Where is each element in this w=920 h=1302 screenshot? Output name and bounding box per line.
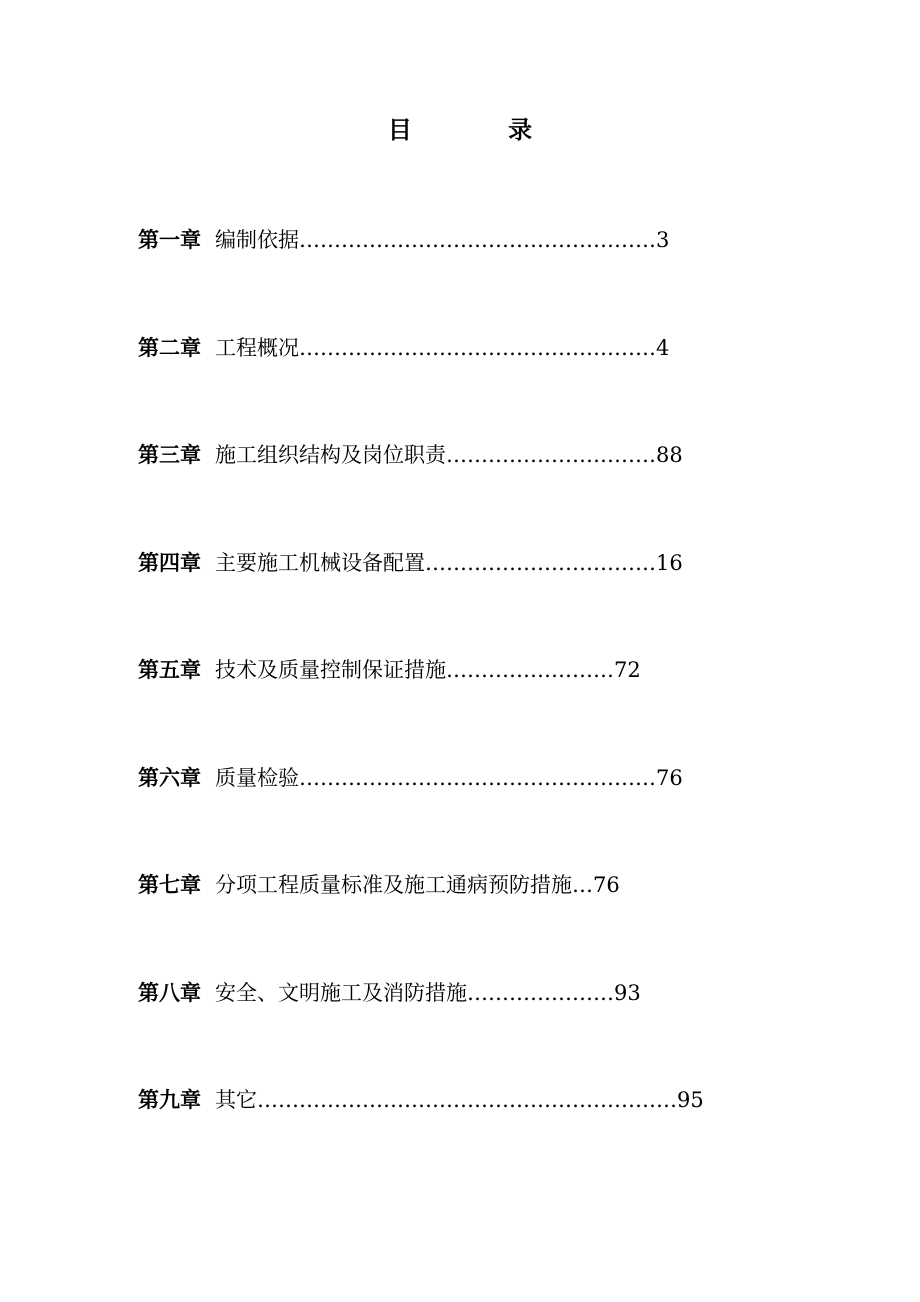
toc-page-number: 16 <box>656 550 683 575</box>
toc-dot-leader: ………………… <box>467 980 614 1005</box>
toc-dot-leader: …………………………………………… <box>299 765 656 790</box>
toc-chapter-number: 第二章 <box>138 334 201 360</box>
toc-chapter-title: 编制依据 <box>215 228 299 252</box>
toc-dot-leader: … <box>572 873 593 897</box>
toc-chapter-number: 第七章 <box>138 872 201 897</box>
toc-entry <box>138 330 838 438</box>
toc-page-number: 76 <box>593 873 620 897</box>
toc-chapter-title: 质量检验 <box>215 765 299 790</box>
toc-entry <box>138 437 838 545</box>
toc-page-number: 4 <box>656 335 670 360</box>
toc-dot-leader: …………………………………………… <box>299 228 656 252</box>
toc-chapter-number: 第四章 <box>138 549 201 575</box>
toc-entry <box>138 867 838 975</box>
toc-chapter-title: 技术及质量控制保证措施 <box>215 658 446 682</box>
toc-chapter-number: 第九章 <box>138 1087 201 1112</box>
toc-dot-leader: …………………… <box>446 658 614 682</box>
toc-chapter-title: 主要施工机械设备配置 <box>215 550 425 575</box>
toc-page-number: 95 <box>677 1088 704 1112</box>
toc-chapter-number: 第六章 <box>138 764 201 790</box>
toc-dot-leader: ………………………… <box>446 443 656 467</box>
toc-dot-leader: …………………………………………… <box>299 335 656 360</box>
toc-entry <box>138 975 838 1083</box>
toc-page-number: 3 <box>656 228 670 252</box>
toc-entry <box>138 222 838 330</box>
toc-page-number: 72 <box>614 658 641 682</box>
toc-chapter-title: 分项工程质量标准及施工通病预防措施 <box>215 873 572 897</box>
toc-page-number: 76 <box>656 765 683 790</box>
toc-page-number: 93 <box>614 980 641 1005</box>
toc-chapter-number: 第五章 <box>138 657 201 682</box>
toc-entry <box>138 1082 838 1190</box>
toc-chapter-title: 其它 <box>215 1088 257 1112</box>
toc-dot-leader: …………………………… <box>425 550 656 575</box>
page-title: 目 录 <box>387 115 577 144</box>
toc-entry <box>138 652 838 760</box>
toc-dot-leader: …………………………………………………… <box>257 1088 677 1112</box>
toc-chapter-number: 第八章 <box>138 979 201 1005</box>
toc-chapter-number: 第一章 <box>138 227 201 252</box>
toc-page-number: 88 <box>656 443 683 467</box>
toc-entry <box>138 760 838 868</box>
toc-chapter-title: 安全、文明施工及消防措施 <box>215 980 467 1005</box>
toc-chapter-title: 施工组织结构及岗位职责 <box>215 443 446 467</box>
toc-chapter-title: 工程概况 <box>215 335 299 360</box>
table-of-contents <box>138 222 838 1190</box>
toc-entry <box>138 545 838 653</box>
toc-chapter-number: 第三章 <box>138 442 201 467</box>
